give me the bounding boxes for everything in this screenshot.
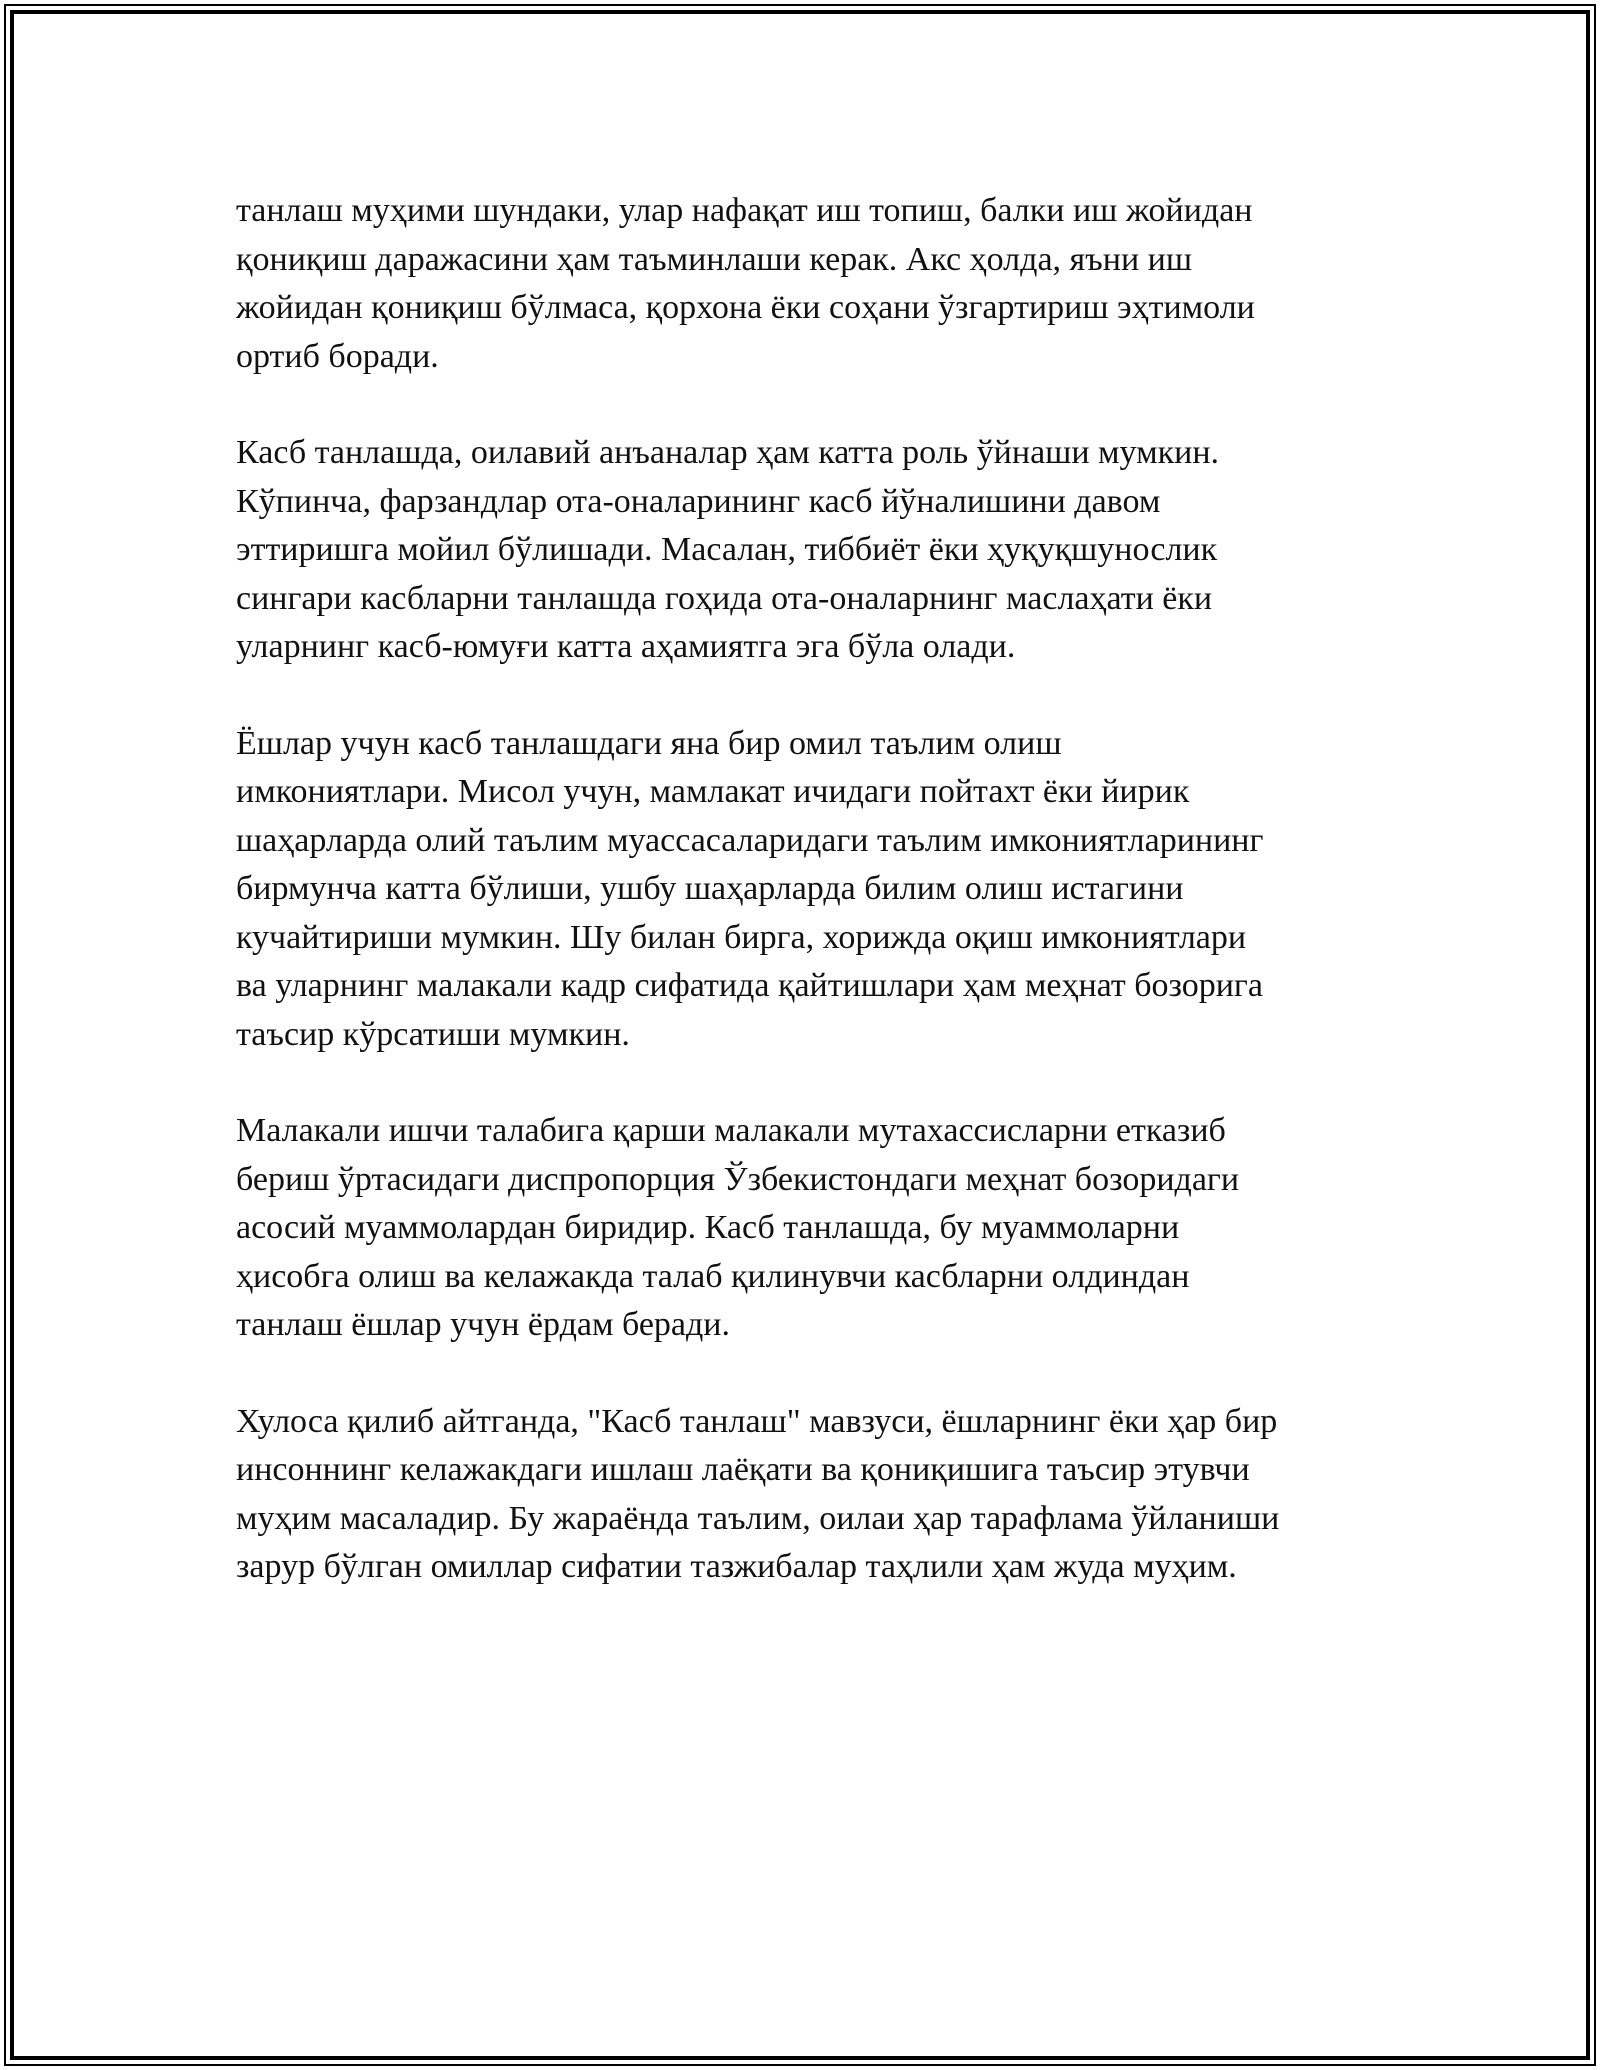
document-body — [236, 187, 1376, 1640]
paragraph: танлаш муҳими шундаки, улар нафақат иш топиш, балки иш жойидан қониқиш даражасини ҳам таъминлаши керак. Акс ҳолда, яъни иш жойидан қониқиш бўлмаса, қорхона ёки соҳани ўзгартириш эҳтимоли ортиб боради. — [236, 192, 1255, 375]
paragraph: Касб танлашда, оилавий анъаналар ҳам катта роль ўйнаши мумкин. Кўпинча, фарзандлар ота-оналарининг касб йўналишини давом эттиришга мойил бўлишади. Масалан, тиббиёт ёки ҳуқуқшунослик сингари касбларни танлашда гоҳида ота-оналарнинг маслаҳати ёки уларнинг касб-юмуғи катта аҳамиятга эга бўла олади. — [236, 434, 1220, 665]
paragraph: Малакали ишчи талабига қарши малакали мутахассисларни етказиб бериш ўртасидаги диспропорция Ўзбекистондаги меҳнат бозоридаги асосий муаммолардан биридир. Касб танлашда, бу муаммоларни ҳисобга олиш ва келажакда талаб қилинувчи касбларни олдиндан танлаш ёшлар учун ёрдам беради. — [236, 1112, 1240, 1343]
paragraph: Ёшлар учун касб танлашдаги яна бир омил таълим олиш имкониятлари. Мисол учун, мамлакат ичидаги пойтахт ёки йирик шаҳарларда олий таълим муассасаларидаги таълим имкониятларининг бирмунча катта бўлиши, ушбу шаҳарларда билим олиш истагини кучайтириши мумкин. Шу билан бирга, хорижда оқиш имкониятлари ва уларнинг малакали кадр сифатида қайтишлари ҳам меҳнат бозорига таъсир кўрсатиши мумкин. — [236, 724, 1264, 1053]
paragraph: Хулоса қилиб айтганда, "Касб танлаш" мавзуси, ёшларнинг ёки ҳар бир инсоннинг келажакдаги ишлаш лаёқати ва қониқишига таъсир этувчи муҳим масаладир. Бу жараёнда таълим, оилаи ҳар тарафлама ўйланиши зарур бўлган омиллар сифатии тазжибалар таҳлили ҳам жуда муҳим. — [236, 1402, 1280, 1585]
